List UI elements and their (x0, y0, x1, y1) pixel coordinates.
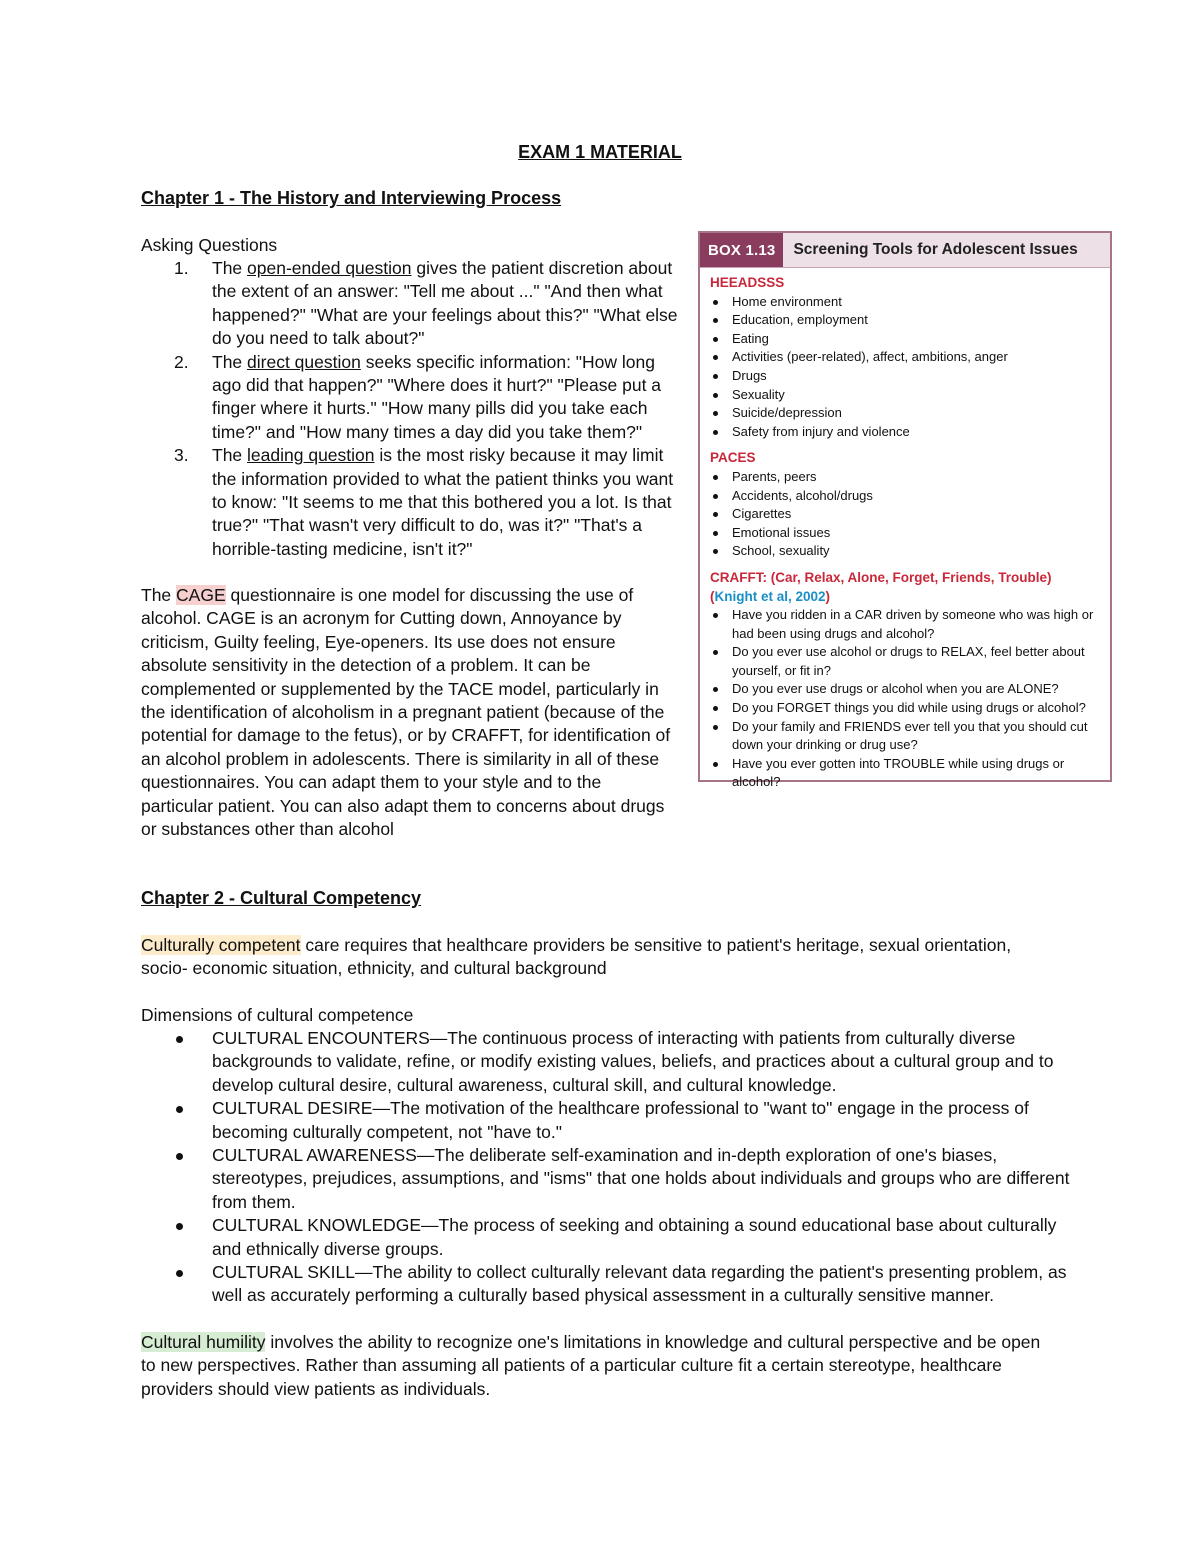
bullet-icon (176, 1106, 183, 1113)
list-item: CULTURAL ENCOUNTERS—The continuous process of interacting with patients from culturally diverse backgrounds to validate, refine, or modify existing values, beliefs, and practices about a cultural group and to develop cultural desire, cultural awareness, cultural skill, and cultural knowledge. (141, 1027, 1071, 1097)
bullet-icon (176, 1223, 183, 1230)
cultural-competence-paragraph: Culturally competent care requires that healthcare providers be sensitive to patient's heritage, sexual orientation, socio- economic situation, ethnicity, and cultural background (141, 935, 1012, 979)
box-body (700, 268, 1110, 792)
crafft-heading: CRAFFT: (Car, Relax, Alone, Forget, Friends, Trouble) (Knight et al, 2002) (710, 569, 1052, 604)
list-number: 1. (174, 258, 189, 278)
list-item: Do you FORGET things you did while using drugs or alcohol? (710, 699, 1100, 718)
crafft-list (710, 606, 1100, 792)
bullet-icon (176, 1153, 183, 1160)
list-item: Have you ridden in a CAR driven by someone who was high or had been using drugs and alcohol? (710, 606, 1100, 643)
list-item: CULTURAL AWARENESS—The deliberate self-examination and in-depth exploration of one's biases, stereotypes, prejudices, assumptions, and "isms" that one holds about individuals and groups who are different from them. (141, 1144, 1071, 1214)
box-number: BOX 1.13 (700, 233, 783, 267)
crafft-citation: Knight et al, 2002 (714, 588, 826, 604)
list-item: Safety from injury and violence (710, 423, 1100, 442)
list-item: Emotional issues (710, 524, 1100, 543)
question-types-list (141, 257, 681, 561)
cage-paragraph: The CAGE questionnaire is one model for discussing the use of alcohol. CAGE is an acronym for Cutting down, Annoyance by criticism, Guilty feeling, Eye-openers. Its use does not ensure absolute sensitivity in the detection of a problem. It can be complemented or supplemented by the TACE model, particularly in the identification of alcoholism in a pregnant patient (because of the potential for damage to the fetus), or by CRAFFT, for identification of an alcohol problem in adolescents. There is similarity in all of these questionnaires. You can adapt them to your style and to the particular patient. You can also adapt them to concerns about drugs or substances other than alcohol (141, 585, 671, 840)
list-item: School, sexuality (710, 542, 1100, 561)
list-item: Sexuality (710, 386, 1100, 405)
asking-questions-label: Asking Questions (141, 235, 278, 255)
document-title: EXAM 1 MATERIAL (518, 142, 682, 162)
cage-highlight: CAGE (176, 585, 226, 605)
list-item: 1. The open-ended question gives the patient discretion about the extent of an answer: "Tell me about ..." "And then what happened?" "What are your feelings about this?" "What else do you need to talk about?" (174, 258, 678, 349)
list-number: 3. (174, 445, 189, 466)
paces-heading: PACES (710, 450, 756, 466)
term-leading: leading question (247, 445, 375, 466)
list-item: Accidents, alcohol/drugs (710, 487, 1100, 506)
list-item: Activities (peer-related), affect, ambitions, anger (710, 348, 1100, 367)
term-open-ended: open-ended question (247, 258, 412, 278)
list-item: Eating (710, 330, 1100, 349)
list-item: Do you ever use alcohol or drugs to RELAX, feel better about yourself, or fit in? (710, 643, 1100, 680)
list-item: Cigarettes (710, 505, 1100, 524)
chapter-1-heading: Chapter 1 - The History and Interviewing Process (141, 188, 562, 208)
list-item: Suicide/depression (710, 404, 1100, 423)
heeadsss-heading: HEEADSSS (710, 275, 785, 290)
cultural-humility-paragraph: Cultural humility involves the ability to recognize one's limitations in knowledge and cultural perspective and be open to new perspectives. Rather than assuming all patients of a particular culture fit a certain stereotype, healthcare providers should view patients as individuals. (141, 1332, 1041, 1399)
bullet-icon (176, 1036, 183, 1043)
box-header (700, 233, 1110, 268)
list-item: CULTURAL SKILL—The ability to collect culturally relevant data regarding the patient's presenting problem, as well as accurately performing a culturally based physical assessment in a culturally sensitive manner. (141, 1261, 1071, 1308)
list-item: Do you ever use drugs or alcohol when you are ALONE? (710, 680, 1100, 699)
list-item: Home environment (710, 293, 1100, 312)
paces-list (710, 468, 1100, 561)
list-item: Education, employment (710, 311, 1100, 330)
list-item: Have you ever gotten into TROUBLE while using drugs or alcohol? (710, 755, 1100, 792)
list-item: Drugs (710, 367, 1100, 386)
list-item: 3. The leading question is the most risky because it may limit the information provided to what the patient thinks you want to know: "It seems to me that this bothered you a lot. Is that true?" "That wasn't very difficult to do, was it?" "That's a horrible-tasting medicine, isn't it?" (174, 445, 674, 559)
list-item: CULTURAL KNOWLEDGE—The process of seeking and obtaining a sound educational base about culturally and ethnically diverse groups. (141, 1214, 1071, 1261)
bullet-icon (176, 1270, 183, 1277)
term-direct: direct question (247, 351, 361, 372)
dimensions-list (141, 1027, 1071, 1308)
screening-tools-box (698, 231, 1112, 790)
dimensions-label: Dimensions of cultural competence (141, 1005, 414, 1025)
list-item: CULTURAL DESIRE—The motivation of the healthcare professional to "want to" engage in the process of becoming culturally competent, not "have to." (141, 1097, 1071, 1144)
box-title: Screening Tools for Adolescent Issues (793, 241, 1078, 258)
list-item: Do your family and FRIENDS ever tell you that you should cut down your drinking or drug use? (710, 718, 1100, 755)
list-item: 2. The direct question seeks specific information: "How long ago did that happen?" "Where does it hurt?" "Please put a finger where it hurts." "How many pills did you take each time?" and "How many times a day did you take them?" (174, 351, 662, 442)
heeadsss-list (710, 293, 1100, 442)
culturally-competent-highlight: Culturally competent (141, 935, 301, 955)
cultural-humility-highlight: Cultural humility (141, 1332, 266, 1352)
chapter-2-heading: Chapter 2 - Cultural Competency (141, 888, 422, 908)
list-item: Parents, peers (710, 468, 1100, 487)
list-number: 2. (174, 351, 189, 372)
